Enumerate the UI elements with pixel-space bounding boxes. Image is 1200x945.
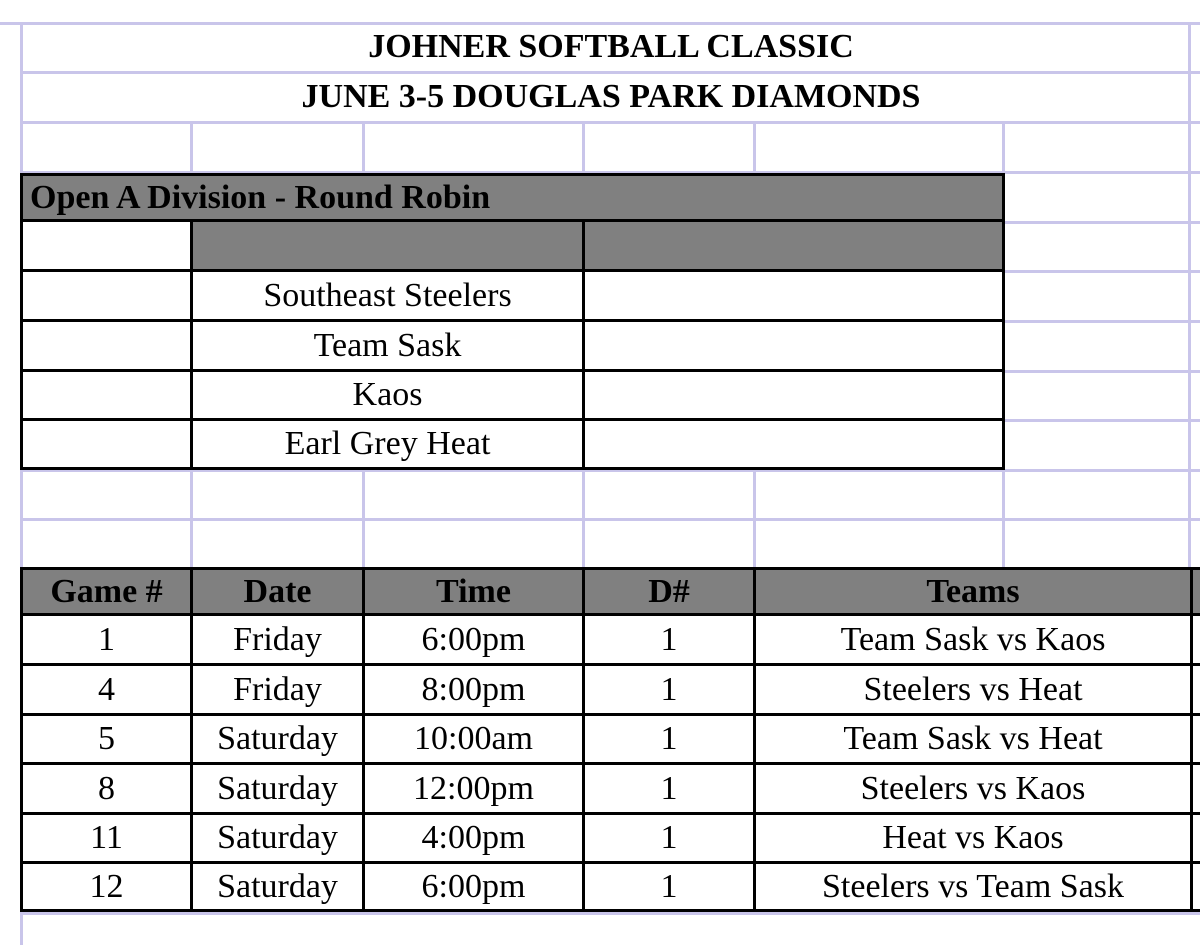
game-diamond: 1 (660, 670, 678, 708)
col-header-teams: Teams (926, 572, 1020, 610)
game-time: 12:00pm (413, 769, 534, 807)
game-teams: Steelers vs Heat (863, 670, 1083, 708)
game-number: 4 (98, 670, 115, 708)
col-header-diamond: D# (648, 572, 690, 610)
game-diamond: 1 (660, 819, 678, 856)
division-team: Southeast Steelers (263, 276, 512, 314)
game-teams: Heat vs Kaos (882, 819, 1064, 856)
game-time: 10:00am (414, 720, 533, 757)
game-time: 4:00pm (421, 819, 526, 856)
game-date: Saturday (217, 769, 338, 807)
game-number: 8 (98, 769, 115, 807)
division-team: Earl Grey Heat (284, 425, 491, 462)
game-date: Friday (233, 670, 322, 708)
division-subheader (192, 221, 1002, 270)
game-teams: Team Sask vs Kaos (840, 620, 1106, 658)
tournament-dates-venue: JUNE 3-5 DOUGLAS PARK DIAMONDS (301, 78, 921, 115)
division-team: Kaos (352, 376, 423, 413)
game-diamond: 1 (660, 867, 678, 905)
game-diamond: 1 (660, 720, 678, 757)
game-time: 6:00pm (421, 620, 526, 658)
game-number: 12 (89, 867, 124, 905)
game-date: Saturday (217, 720, 338, 757)
game-diamond: 1 (660, 769, 678, 807)
game-date: Friday (233, 620, 322, 658)
game-teams: Steelers vs Team Sask (822, 867, 1124, 905)
division-title: Open A Division - Round Robin (22, 175, 1002, 221)
game-teams: Team Sask vs Heat (843, 720, 1103, 757)
tournament-title: JOHNER SOFTBALL CLASSIC (368, 28, 854, 65)
game-date: Saturday (217, 867, 338, 905)
division-team: Team Sask (313, 326, 462, 364)
game-number: 11 (90, 819, 123, 856)
game-date: Saturday (217, 819, 338, 856)
col-header-time: Time (436, 572, 511, 610)
col-header-date: Date (243, 572, 312, 610)
game-number: 1 (98, 620, 115, 658)
game-number: 5 (98, 720, 115, 757)
game-time: 6:00pm (421, 867, 526, 905)
game-teams: Steelers vs Kaos (860, 769, 1086, 807)
game-diamond: 1 (660, 620, 678, 658)
col-header-game: Game # (50, 572, 163, 610)
game-time: 8:00pm (421, 670, 526, 708)
